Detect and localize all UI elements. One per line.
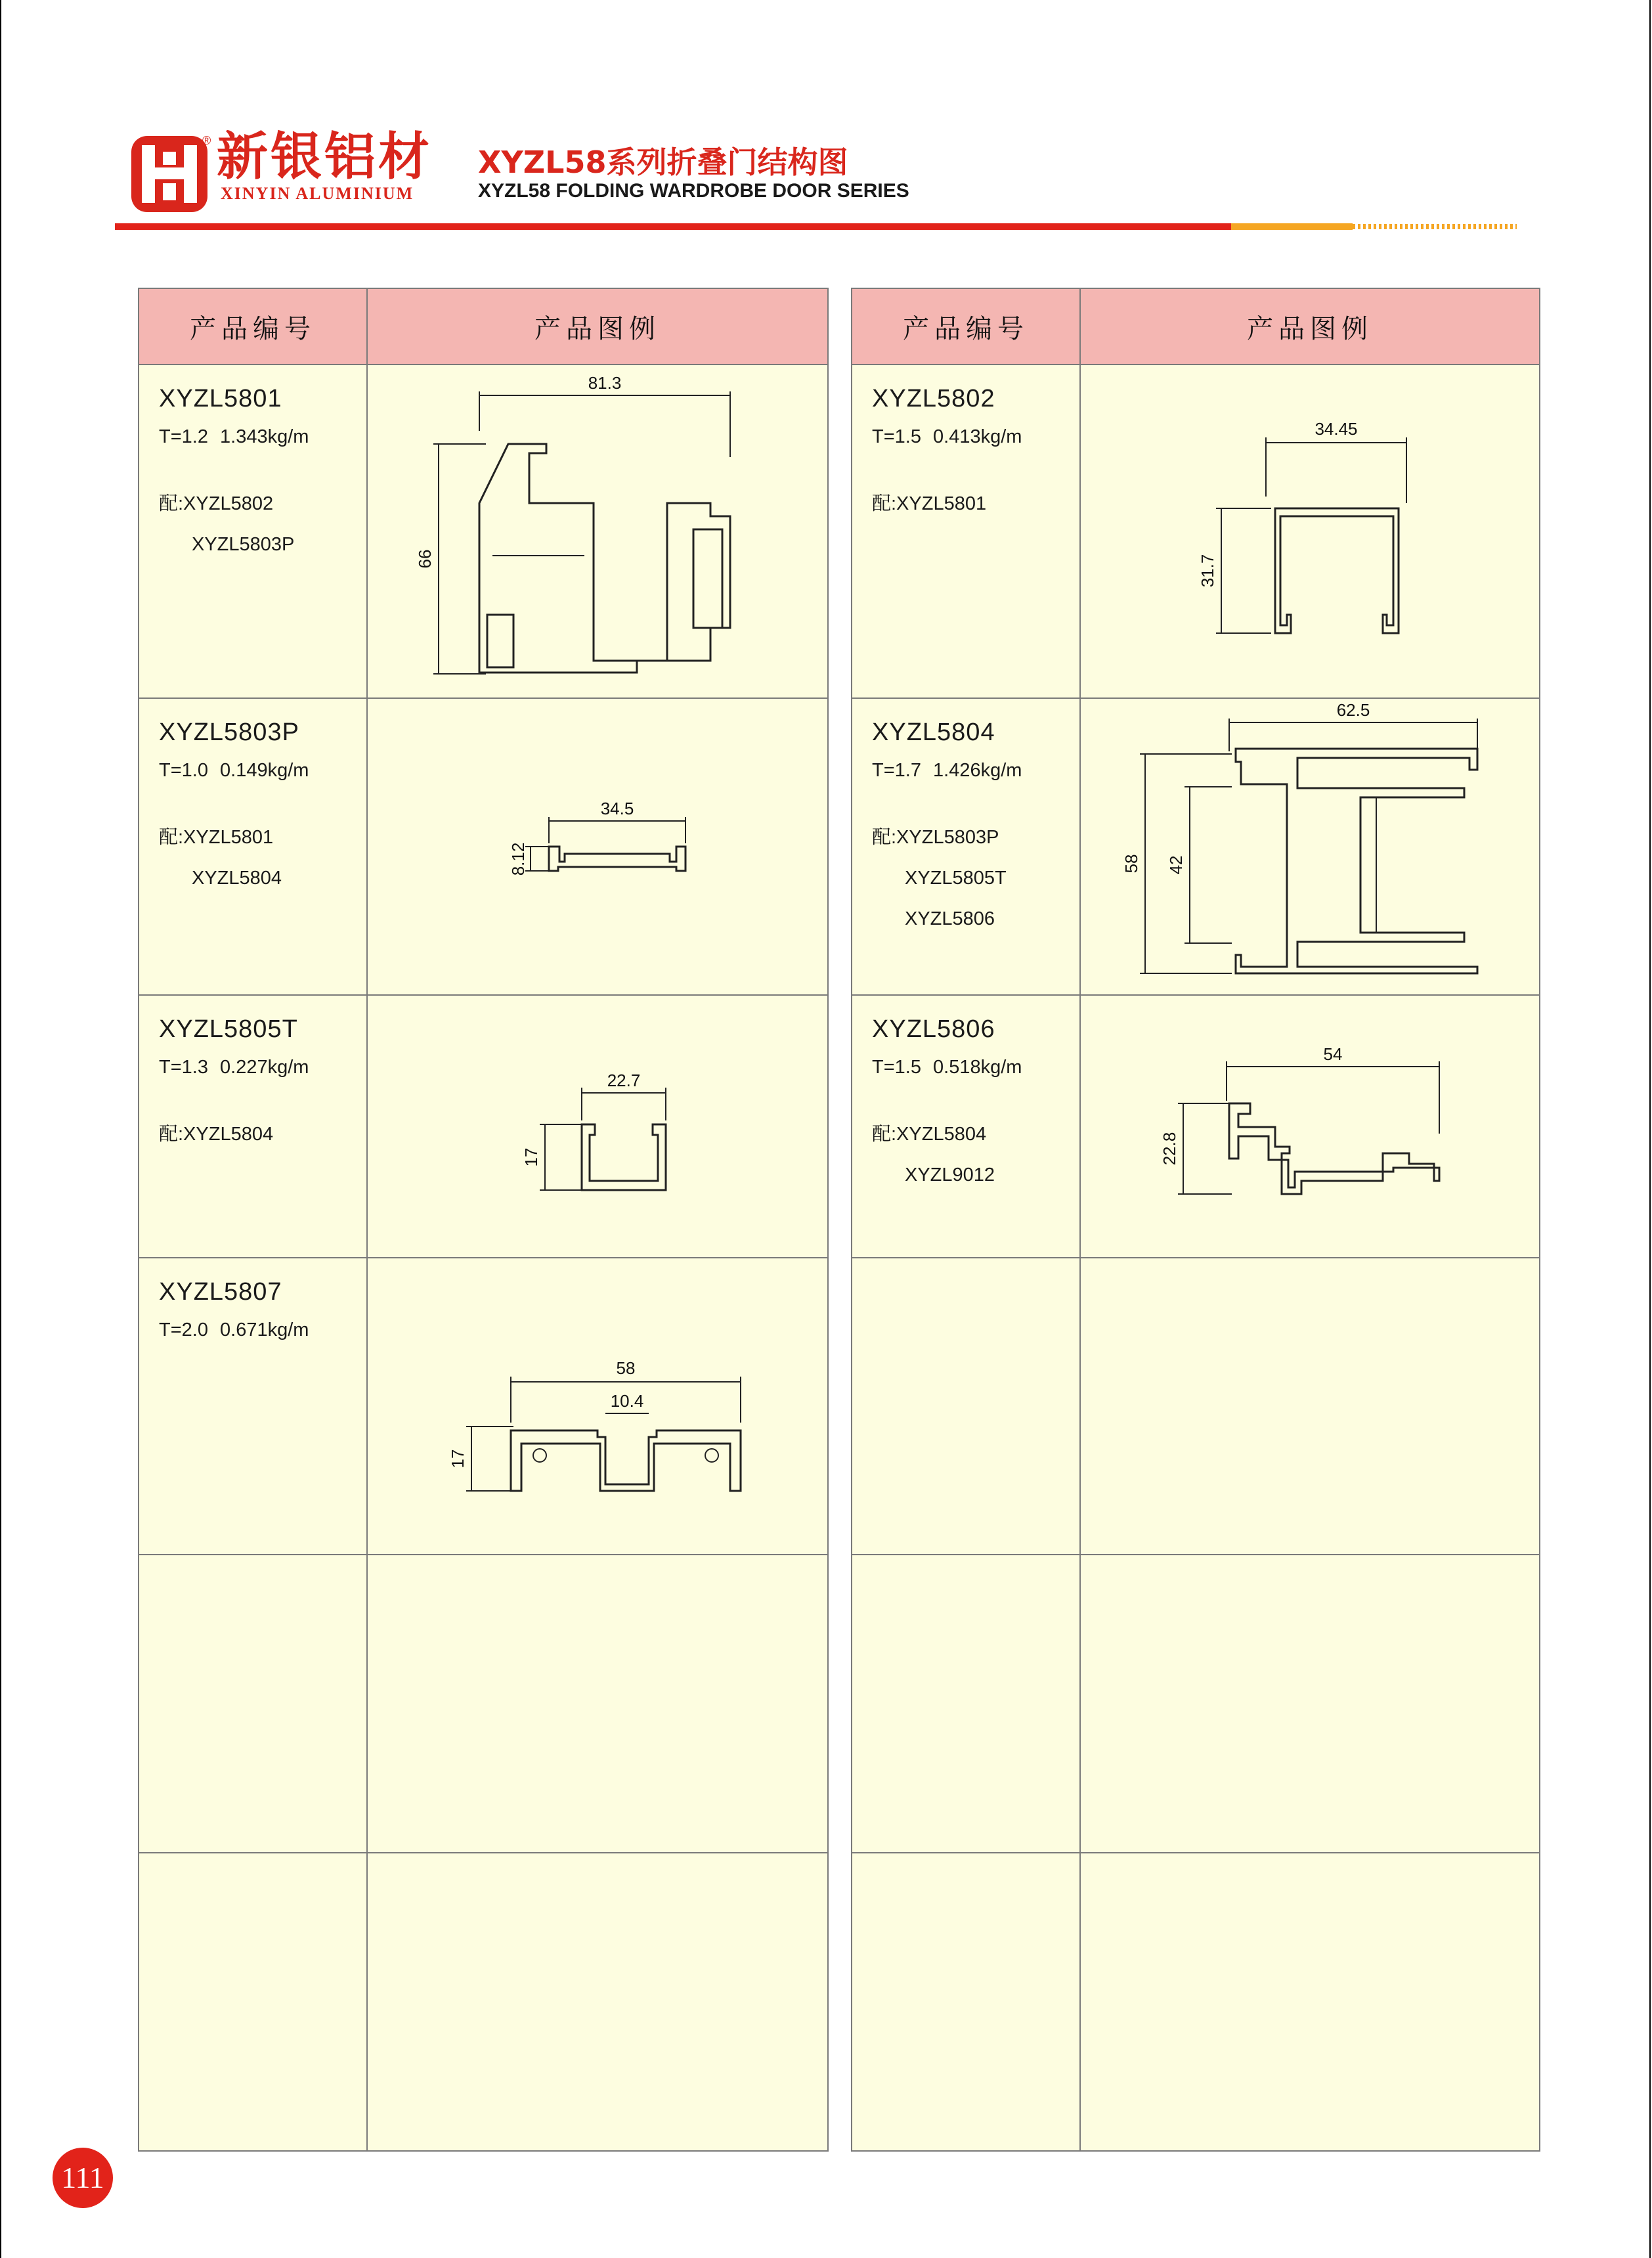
- mate-part: 配:XYZL5801: [872, 493, 987, 514]
- dimension-label: 34.5: [600, 799, 634, 818]
- mate-part: XYZL5803P: [192, 534, 295, 555]
- mate-part: 配:XYZL5802: [159, 493, 274, 514]
- dimension-label: 62.5: [1336, 700, 1370, 720]
- product-spec: T=1.2 1.343kg/m: [159, 426, 309, 447]
- registered-mark: ®: [202, 134, 211, 147]
- header-rule: [115, 223, 1231, 230]
- page-title-cn: XYZL58系列折叠门结构图: [478, 144, 848, 180]
- dimension-label: 42: [1166, 855, 1186, 875]
- empty-cell: [852, 1555, 1080, 1853]
- dimension-label: 22.8: [1160, 1132, 1179, 1166]
- mate-part: 配:XYZL5804: [872, 1124, 987, 1145]
- dimension-label: 31.7: [1198, 554, 1217, 588]
- mate-part: XYZL9012: [905, 1164, 995, 1185]
- profile-drawing-xyzl5802: [1081, 365, 1539, 697]
- product-code: XYZL5801: [159, 385, 282, 412]
- profile-drawing-xyzl5803p: [368, 699, 827, 994]
- mate-part: XYZL5804: [192, 868, 282, 889]
- code-column-header: 产品编号: [852, 288, 1080, 365]
- product-drawing-cell: [1080, 698, 1540, 995]
- profile-drawing-xyzl5804: [1081, 699, 1539, 994]
- dimension-label: 81.3: [588, 373, 622, 393]
- product-info-cell: [852, 995, 1080, 1258]
- product-spec: T=1.7 1.426kg/m: [872, 760, 1022, 781]
- empty-cell: [367, 1853, 828, 2151]
- drawing-column-header: 产品图例: [1080, 288, 1540, 365]
- mate-part: 配:XYZL5801: [159, 827, 274, 848]
- header-rule-accent: [1231, 223, 1353, 230]
- brand-name-cn: 新银铝材: [217, 127, 433, 187]
- product-drawing-cell: [367, 1258, 828, 1555]
- product-code: XYZL5807: [159, 1278, 282, 1306]
- empty-cell: [1080, 1853, 1540, 2151]
- dimension-label: 22.7: [607, 1071, 641, 1090]
- empty-cell: [1080, 1258, 1540, 1555]
- mate-part: XYZL5806: [905, 908, 995, 929]
- product-info-cell: [139, 1258, 367, 1555]
- profile-drawing-xyzl5801: [368, 365, 827, 697]
- crop-mark: [0, 0, 1, 2258]
- mate-part: 配:XYZL5803P: [872, 827, 999, 848]
- dimension-label: 17: [448, 1449, 467, 1469]
- dimension-label: 58: [1121, 854, 1141, 874]
- code-column-header: 产品编号: [139, 288, 367, 365]
- product-drawing-cell: [367, 698, 828, 995]
- profile-drawing-xyzl5806: [1081, 996, 1539, 1257]
- dimension-label: 58: [616, 1358, 636, 1378]
- left-product-table: [138, 288, 829, 2152]
- right-product-table: [851, 288, 1540, 2152]
- empty-cell: [852, 1258, 1080, 1555]
- product-info-cell: [852, 365, 1080, 698]
- empty-cell: [139, 1853, 367, 2151]
- dimension-label: 54: [1323, 1044, 1343, 1064]
- empty-cell: [1080, 1555, 1540, 1853]
- empty-cell: [367, 1555, 828, 1853]
- dimension-label: 66: [415, 549, 435, 569]
- product-drawing-cell: [1080, 995, 1540, 1258]
- empty-cell: [852, 1853, 1080, 2151]
- product-info-cell: [139, 995, 367, 1258]
- brand-name-en: XINYIN ALUMINIUM: [221, 184, 414, 203]
- crop-mark: [1649, 0, 1651, 2258]
- profile-drawing-xyzl5805t: [368, 996, 827, 1257]
- product-code: XYZL5806: [872, 1015, 995, 1043]
- mate-part: XYZL5805T: [905, 868, 1007, 889]
- product-code: XYZL5802: [872, 385, 995, 412]
- page-title-en: XYZL58 FOLDING WARDROBE DOOR SERIES: [478, 180, 909, 202]
- profile-drawing-xyzl5807: [368, 1258, 827, 1554]
- product-spec: T=1.3 0.227kg/m: [159, 1057, 309, 1078]
- product-spec: T=1.0 0.149kg/m: [159, 760, 309, 781]
- product-spec: T=1.5 0.413kg/m: [872, 426, 1022, 447]
- product-info-cell: [139, 365, 367, 698]
- empty-cell: [139, 1555, 367, 1853]
- product-drawing-cell: [367, 365, 828, 698]
- product-spec: T=1.5 0.518kg/m: [872, 1057, 1022, 1078]
- dimension-label: 10.4: [610, 1391, 644, 1411]
- product-code: XYZL5804: [872, 719, 995, 746]
- dimension-label: 8.12: [508, 842, 528, 876]
- page-number-badge: 111: [53, 2148, 113, 2208]
- mate-part: 配:XYZL5804: [159, 1124, 274, 1145]
- product-drawing-cell: [367, 995, 828, 1258]
- product-info-cell: [852, 698, 1080, 995]
- product-spec: T=2.0 0.671kg/m: [159, 1319, 309, 1340]
- product-info-cell: [139, 698, 367, 995]
- product-drawing-cell: [1080, 365, 1540, 698]
- dimension-label: 17: [521, 1147, 541, 1167]
- brand-logo-icon: [130, 135, 209, 213]
- header-rule-dots: [1353, 224, 1517, 229]
- dimension-label: 34.45: [1315, 419, 1358, 439]
- product-code: XYZL5803P: [159, 719, 299, 746]
- drawing-column-header: 产品图例: [367, 288, 828, 365]
- product-code: XYZL5805T: [159, 1015, 298, 1043]
